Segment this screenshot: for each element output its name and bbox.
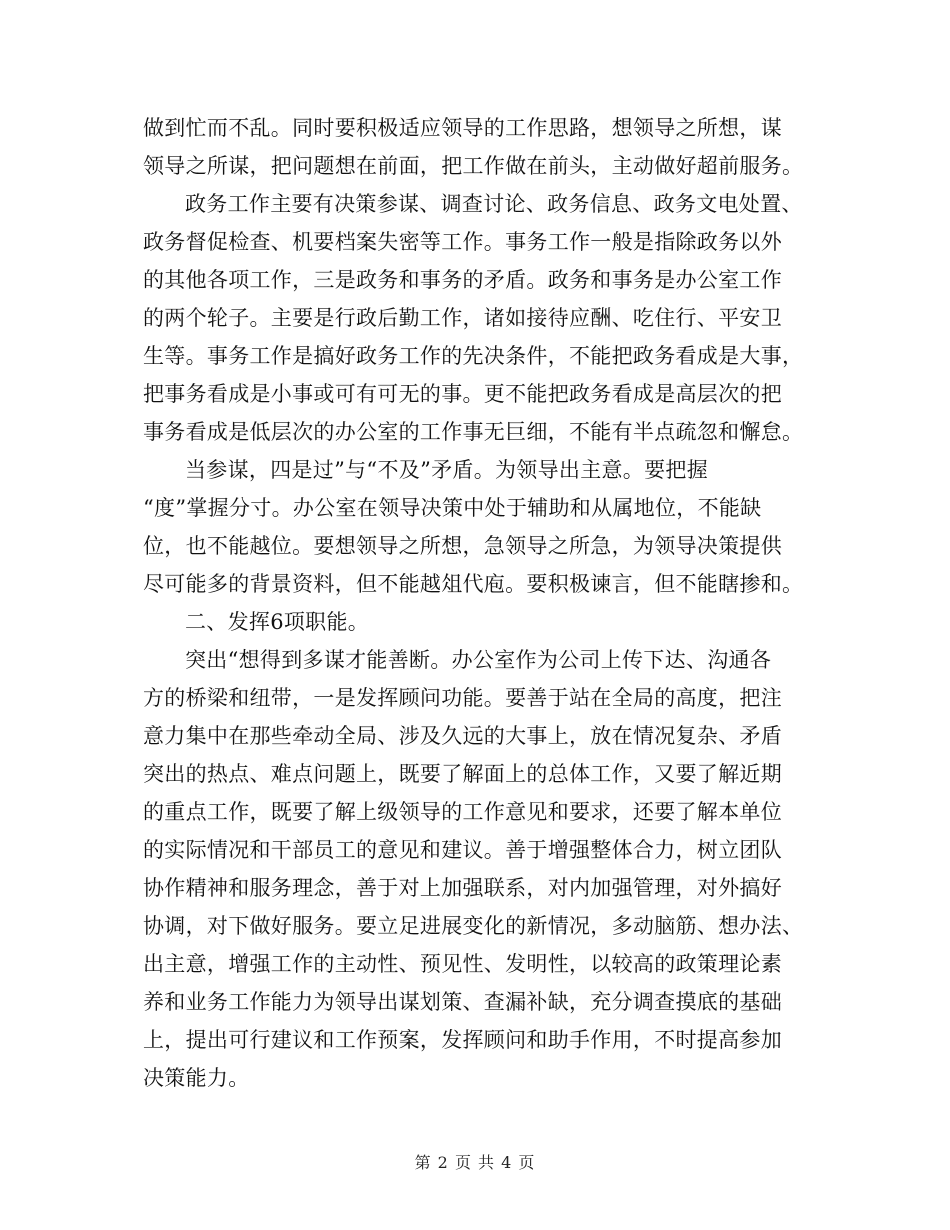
text-line: 生等。事务工作是搞好政务工作的先决条件，不能把政务看成是大事，: [143, 344, 804, 368]
page-number-footer: 第 2 页 共 4 页: [414, 1153, 536, 1172]
text-line: 协调，对下做好服务。要立足进展变化的新情况，多动脑筋、想办法、: [143, 914, 804, 938]
text-line: 事务看成是低层次的办公室的工作事无巨细，不能有半点疏忽和懈怠。: [143, 420, 804, 444]
text-line: 出主意，增强工作的主动性、预见性、发明性，以较高的政策理论素: [143, 952, 782, 976]
text-line: 上，提出可行建议和工作预案，发挥顾问和助手作用，不时提高参加: [143, 1028, 782, 1052]
document-body: [143, 109, 813, 1097]
text-line: 突出的热点、难点问题上，既要了解面上的总体工作，又要了解近期: [143, 762, 782, 786]
text-line: 突出“想得到多谋才能善断。办公室作为公司上传下达、沟通各: [185, 648, 772, 672]
text-line: 位，也不能越位。要想领导之所想，急领导之所急，为领导决策提供: [143, 534, 782, 558]
text-line: 把事务看成是小事或可有可无的事。更不能把政务看成是高层次的把: [143, 382, 782, 406]
text-line: 养和业务工作能力为领导出谋划策、查漏补缺，充分调查摸底的基础: [143, 990, 782, 1014]
text-line: 的重点工作，既要了解上级领导的工作意见和要求，还要了解本单位: [143, 800, 782, 824]
text-line: 方的桥梁和纽带，一是发挥顾问功能。要善于站在全局的高度，把注: [143, 686, 782, 710]
text-line: 决策能力。: [143, 1066, 250, 1090]
text-line: 意力集中在那些牵动全局、涉及久远的大事上，放在情况复杂、矛盾: [143, 724, 782, 748]
text-line: 政务督促检查、机要档案失密等工作。事务工作一般是指除政务以外: [143, 230, 782, 254]
text-line: 政务工作主要有决策参谋、调查讨论、政务信息、政务文电处置、: [185, 192, 803, 216]
text-line: 的实际情况和干部员工的意见和建议。善于增强整体合力，树立团队: [143, 838, 782, 862]
text-line: 协作精神和服务理念，善于对上加强联系，对内加强管理，对外搞好: [143, 876, 782, 900]
text-line: 做到忙而不乱。同时要积极适应领导的工作思路，想领导之所想，谋: [143, 116, 782, 140]
text-line: “度”掌握分寸。办公室在领导决策中处于辅助和从属地位，不能缺: [143, 496, 762, 520]
text-line: 的两个轮子。主要是行政后勤工作，诸如接待应酬、吃住行、平安卫: [143, 306, 782, 330]
text-line: 尽可能多的背景资料，但不能越俎代庖。要积极谏言，但不能瞎掺和。: [143, 572, 804, 596]
text-line: 领导之所谋，把问题想在前面，把工作做在前头，主动做好超前服务。: [143, 154, 804, 178]
section-heading: 二、发挥6项职能。: [185, 610, 370, 634]
text-line: 当参谋，四是过”与“不及”矛盾。为领导出主意。要把握: [185, 458, 709, 482]
text-line: 的其他各项工作，三是政务和事务的矛盾。政务和事务是办公室工作: [143, 268, 782, 292]
